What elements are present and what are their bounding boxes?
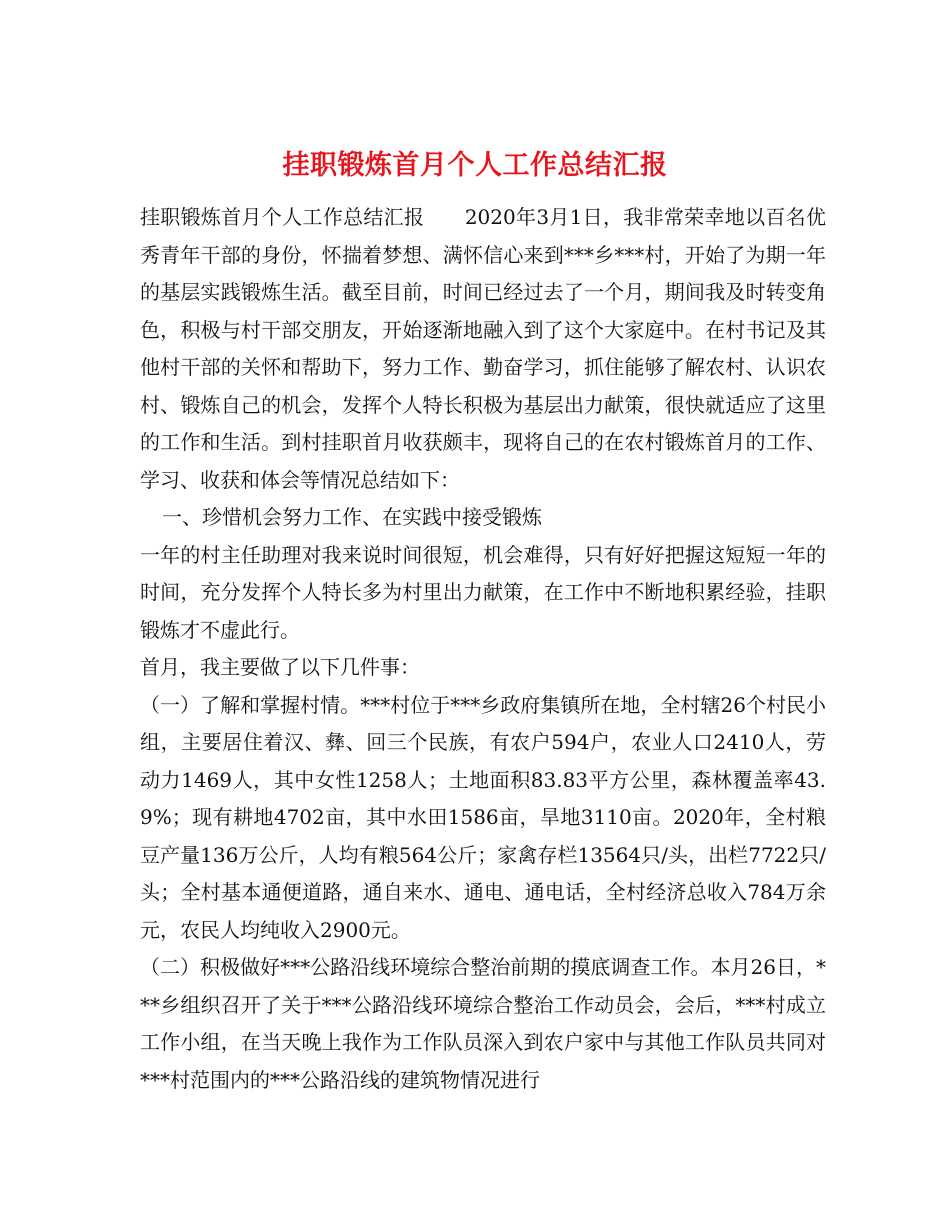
page-title: 挂职锻炼首月个人工作总结汇报	[282, 150, 668, 182]
body-paragraph: 首月，我主要做了以下几件事：	[140, 655, 420, 679]
section-heading: 一、珍惜机会努力工作、在实践中接受锻炼	[162, 505, 542, 529]
body-paragraph: （二）积极做好***公路沿线环境综合整治前期的摸底调查工作。本月26日，***乡组织召开了关于***公路沿线环境综合整治工作动员会，会后，***村成立工作小组，在当天晚上我作为工作队员深入到农户家中与其他工作队员共同对***村范围内的***公路沿线的建筑物情况进行	[140, 955, 826, 1092]
document-body	[140, 199, 826, 1099]
intro-paragraph: 挂职锻炼首月个人工作总结汇报 2020年3月1日，我非常荣幸地以百名优秀青年干部的身份，怀揣着梦想、满怀信心来到***乡***村，开始了为期一年的基层实践锻炼生活。截至目前，时间已经过去了一个月，期间我及时转变角色，积极与村干部交朋友，开始逐渐地融入到了这个大家庭中。在村书记及其他村干部的关怀和帮助下，努力工作、勤奋学习，抓住能够了解农村、认识农村、锻炼自己的机会，发挥个人特长积极为基层出力献策，很快就适应了这里的工作和生活。到村挂职首月收获颇丰，现将自己的在农村锻炼首月的工作、学习、收获和体会等情况总结如下：	[140, 205, 826, 492]
body-paragraph: （一）了解和掌握村情。***村位于***乡政府集镇所在地，全村辖26个村民小组，主要居住着汉、彝、回三个民族，有农户594户，农业人口2410人，劳动力1469人，其中女性1258人；土地面积83.83平方公里，森林覆盖率43.9%；现有耕地4702亩，其中水田1586亩，旱地3110亩。2020年，全村粮豆产量136万公斤，人均有粮564公斤；家禽存栏13564只/头，出栏7722只/头；全村基本通便道路，通自来水、通电、通电话，全村经济总收入784万余元，农民人均纯收入2900元。	[140, 692, 826, 942]
body-paragraph: 一年的村主任助理对我来说时间很短，机会难得，只有好好把握这短短一年的时间，充分发挥个人特长多为村里出力献策，在工作中不断地积累经验，挂职锻炼才不虚此行。	[140, 542, 826, 642]
